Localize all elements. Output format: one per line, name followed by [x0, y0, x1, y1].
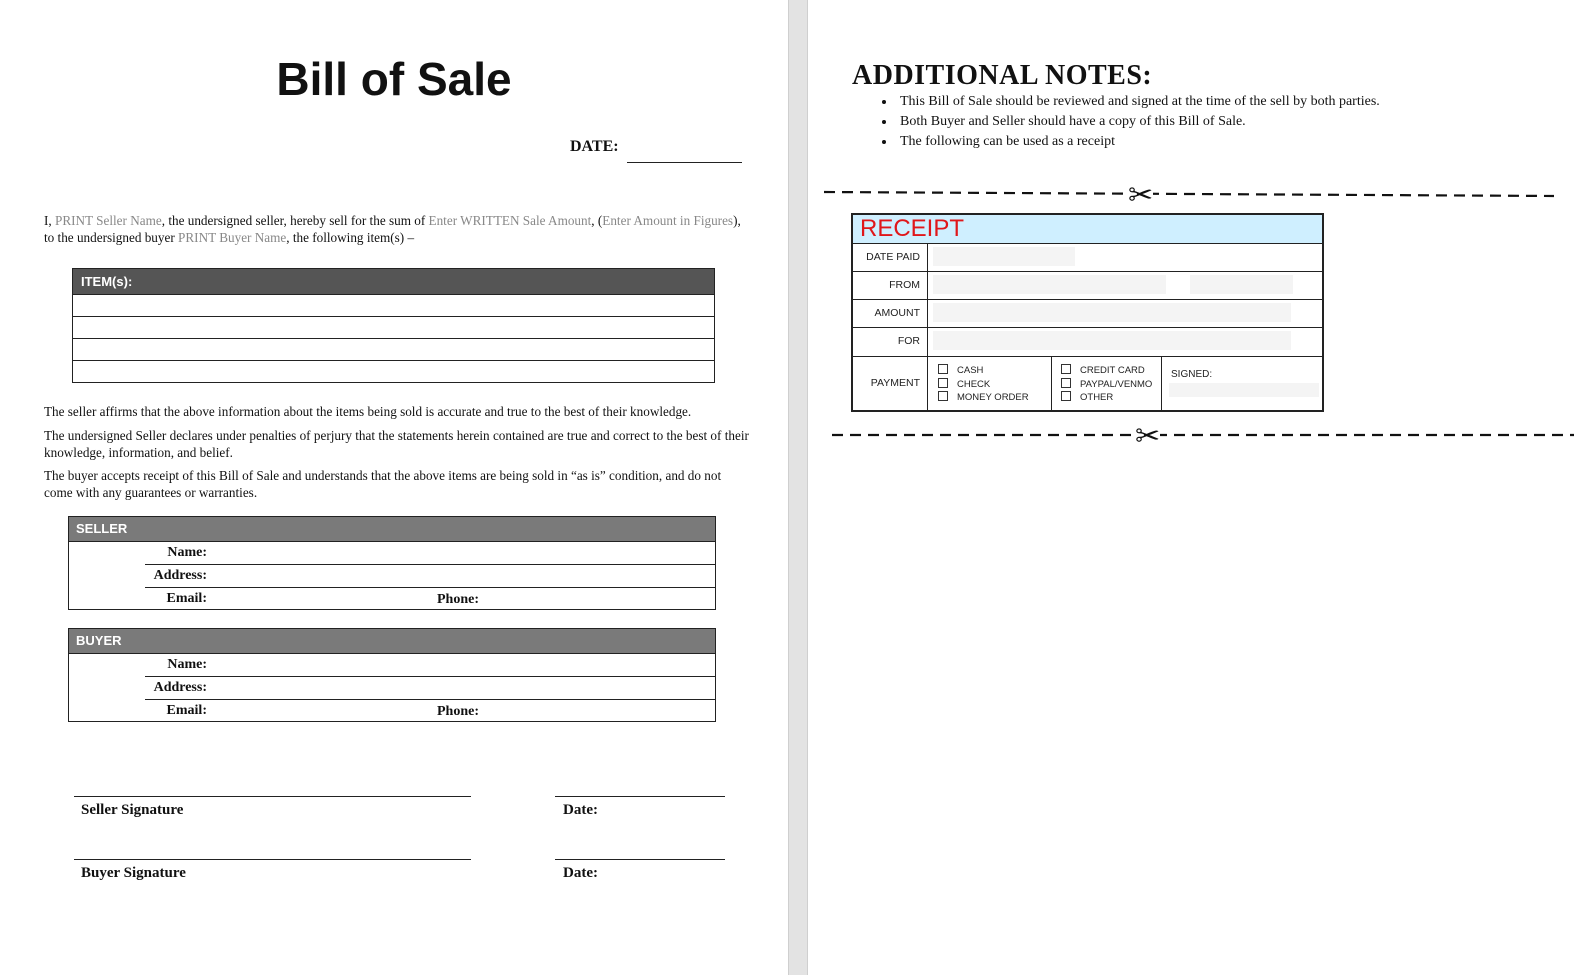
cut-line-bottom — [832, 431, 1577, 439]
scissors-icon: ✂ — [1135, 420, 1161, 453]
page-left — [0, 0, 788, 975]
items-table — [72, 268, 715, 383]
buyer-signature-line[interactable] — [74, 859, 471, 860]
payment-option-other[interactable]: OTHER — [1061, 391, 1161, 405]
seller-email-label: Email: — [166, 591, 207, 606]
date-paid-label: DATE PAID — [853, 243, 928, 271]
buyer-signature-label: Buyer Signature — [81, 865, 186, 881]
buyer-name-placeholder[interactable]: PRINT Buyer Name — [178, 230, 287, 245]
for-field[interactable] — [933, 331, 1291, 350]
date-field[interactable] — [627, 162, 742, 163]
note-item: • Both Buyer and Seller should have a copy of this Bill of Sale. — [896, 112, 1380, 132]
signed-field[interactable] — [1169, 383, 1319, 397]
checkbox-icon[interactable] — [938, 391, 948, 401]
seller-signature-label: Seller Signature — [81, 802, 184, 818]
cut-line-top — [824, 188, 1564, 200]
receipt-row-date-paid — [853, 243, 1322, 272]
page-gutter — [788, 0, 808, 975]
checkbox-icon[interactable] — [938, 378, 948, 388]
payment-options-col2 — [1052, 356, 1162, 410]
amount-label: AMOUNT — [853, 299, 928, 327]
buyer-name-label: Name: — [167, 657, 207, 672]
receipt-row-amount — [853, 299, 1322, 328]
payment-option-credit-card[interactable]: CREDIT CARD — [1061, 364, 1161, 378]
seller-name-placeholder[interactable]: PRINT Seller Name — [55, 213, 162, 228]
seller-section — [68, 516, 716, 610]
written-amount-placeholder[interactable]: Enter WRITTEN Sale Amount — [428, 213, 592, 228]
statement-accuracy: The seller affirms that the above information about the items being sold is accurate and true to the best of their knowledge. — [44, 404, 692, 419]
from-field-extra[interactable] — [1190, 275, 1293, 294]
figures-amount-placeholder[interactable]: Enter Amount in Figures — [602, 213, 734, 228]
checkbox-icon[interactable] — [1061, 378, 1071, 388]
checkbox-icon[interactable] — [938, 364, 948, 374]
seller-date-line[interactable] — [555, 796, 725, 797]
receipt-title: RECEIPT — [860, 215, 965, 242]
seller-address-label: Address: — [153, 568, 207, 583]
signed-label: SIGNED: — [1171, 369, 1213, 380]
item-row[interactable] — [73, 317, 715, 339]
notes-title: ADDITIONAL NOTES: — [852, 60, 1153, 91]
receipt-form — [851, 213, 1324, 412]
date-paid-field[interactable] — [933, 247, 1075, 266]
statement-perjury: The undersigned Seller declares under penalties of perjury that the statements herein contained are true and correct to the best of their knowledge, information, and belief. — [44, 428, 749, 460]
document-title: Bill of Sale — [276, 53, 512, 105]
item-row[interactable] — [73, 361, 715, 383]
checkbox-icon[interactable] — [1061, 364, 1071, 374]
scissors-icon: ✂ — [1128, 179, 1154, 212]
buyer-section — [68, 628, 716, 722]
item-row[interactable] — [73, 339, 715, 361]
payment-option-money-order[interactable]: MONEY ORDER — [938, 391, 1051, 405]
buyer-phone-label: Phone: — [437, 704, 479, 719]
seller-phone-label: Phone: — [437, 592, 479, 607]
date-label: DATE: — [570, 138, 619, 155]
payment-option-cash[interactable]: CASH — [938, 364, 1051, 378]
buyer-address-label: Address: — [153, 680, 207, 695]
from-field[interactable] — [933, 275, 1166, 294]
payment-options-col1 — [929, 356, 1052, 410]
payment-label: PAYMENT — [853, 356, 928, 410]
receipt-row-payment — [853, 356, 1322, 410]
receipt-row-for — [853, 327, 1322, 357]
intro-paragraph: I, PRINT Seller Name, the undersigned seller, hereby sell for the sum of Enter WRITTEN Sale Amount, (Enter Amount in Figures), to the undersigned buyer PRINT Buyer Name, the following item(s) – — [44, 213, 741, 245]
item-row[interactable] — [73, 295, 715, 317]
receipt-header — [853, 215, 1322, 244]
items-header: ITEM(s): — [73, 269, 715, 295]
buyer-date-line[interactable] — [555, 859, 725, 860]
buyer-email-label: Email: — [166, 703, 207, 718]
note-item: • This Bill of Sale should be reviewed and signed at the time of the sell by both parties. — [896, 92, 1380, 112]
seller-date-label: Date: — [563, 802, 598, 818]
seller-header: SELLER — [69, 517, 715, 542]
payment-option-check[interactable]: CHECK — [938, 378, 1051, 392]
statement-as-is: The buyer accepts receipt of this Bill of Sale and understands that the above items are being sold in “as is” condition, and do not come with any guarantees or warranties. — [44, 468, 722, 500]
notes-list — [880, 92, 1380, 152]
checkbox-icon[interactable] — [1061, 391, 1071, 401]
buyer-date-label: Date: — [563, 865, 598, 881]
amount-field[interactable] — [933, 303, 1291, 322]
payment-option-paypal-venmo[interactable]: PAYPAL/VENMO — [1061, 378, 1161, 392]
seller-signature-line[interactable] — [74, 796, 471, 797]
note-item: • The following can be used as a receipt — [896, 132, 1380, 152]
for-label: FOR — [853, 327, 928, 356]
from-label: FROM — [853, 271, 928, 299]
receipt-row-from — [853, 271, 1322, 300]
seller-name-label: Name: — [167, 545, 207, 560]
buyer-header: BUYER — [69, 629, 715, 654]
